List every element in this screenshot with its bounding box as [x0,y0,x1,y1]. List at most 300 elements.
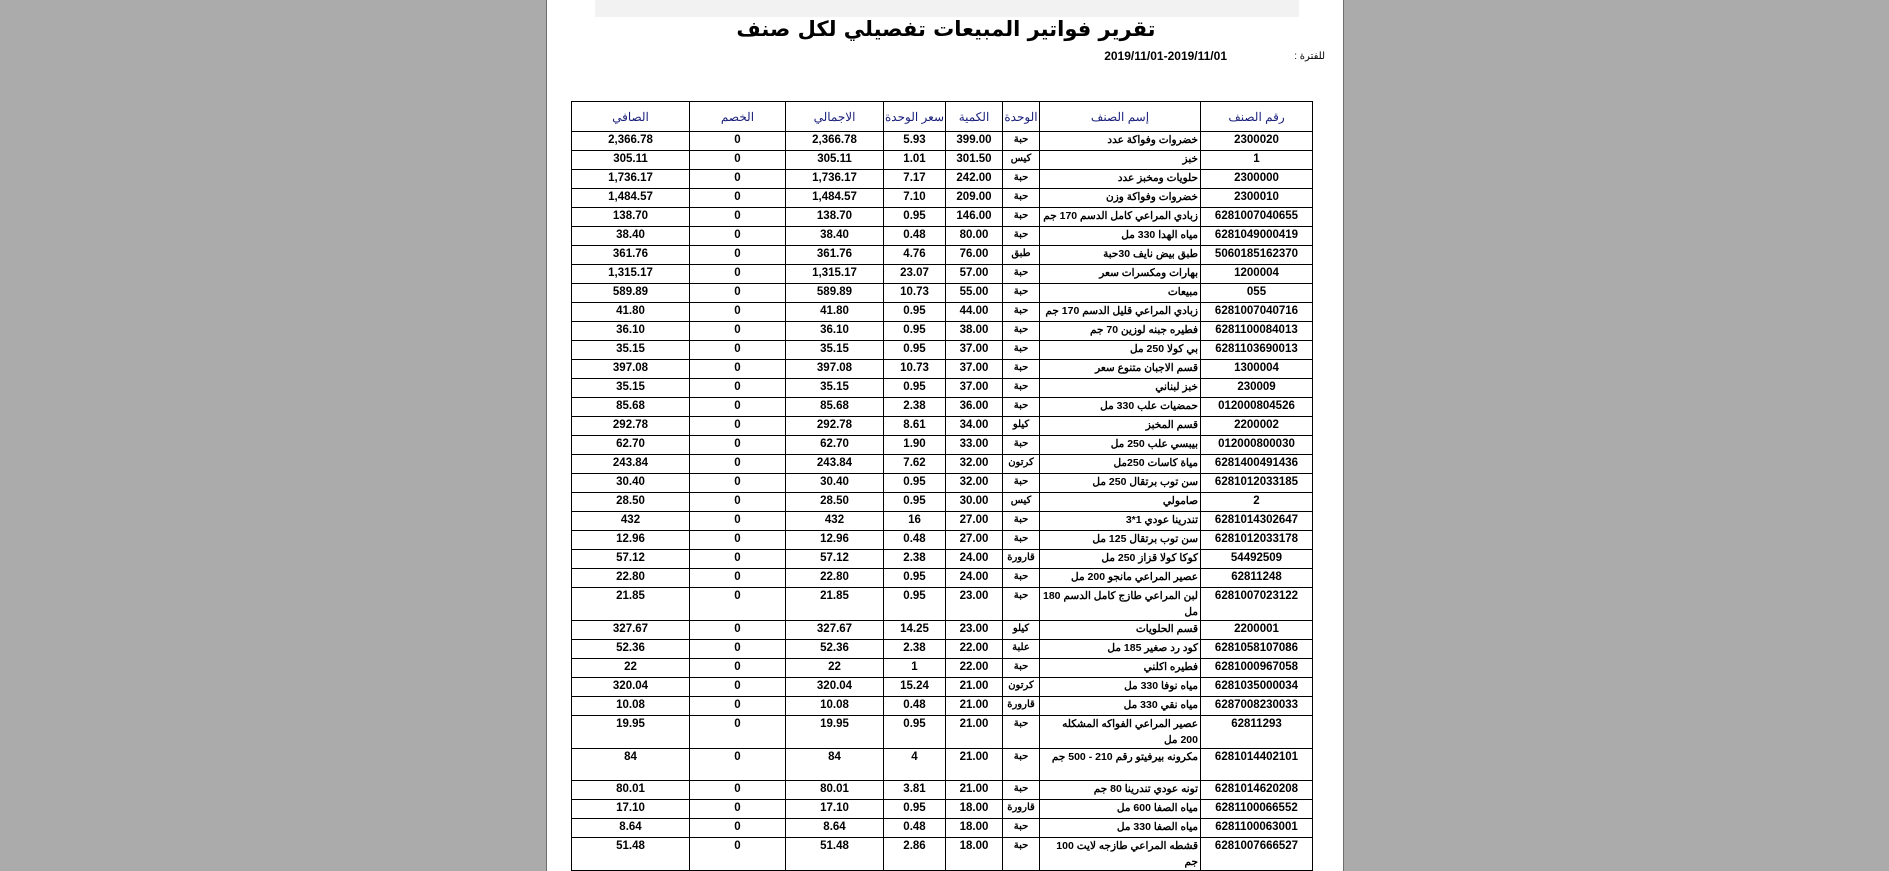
cell-unit: كيلو [1003,621,1040,640]
cell-net: 35.15 [572,341,690,360]
cell-discount: 0 [690,455,786,474]
table-row [572,189,1313,208]
cell-qty: 24.00 [946,550,1003,569]
table-row [572,659,1313,678]
cell-qty: 37.00 [946,360,1003,379]
cell-net: 52.36 [572,640,690,659]
page-header-strip [595,0,1299,17]
table-row [572,436,1313,455]
cell-net: 10.08 [572,697,690,716]
table-row [572,512,1313,531]
cell-qty: 21.00 [946,749,1003,781]
table-row [572,265,1313,284]
cell-total: 138.70 [786,208,884,227]
cell-code: 1300004 [1201,360,1313,379]
cell-unit: حبة [1003,838,1040,871]
cell-qty: 23.00 [946,588,1003,621]
cell-price: 0.95 [884,569,946,588]
cell-qty: 27.00 [946,531,1003,550]
cell-total: 432 [786,512,884,531]
cell-qty: 30.00 [946,493,1003,512]
cell-code: 6281007023122 [1201,588,1313,621]
cell-unit: حبة [1003,398,1040,417]
cell-code: 6281400491436 [1201,455,1313,474]
cell-discount: 0 [690,588,786,621]
cell-qty: 21.00 [946,716,1003,749]
table-row [572,455,1313,474]
cell-name: حلويات ومخبز عدد [1040,170,1201,189]
table-row [572,640,1313,659]
cell-code: 6281058107086 [1201,640,1313,659]
cell-net: 22 [572,659,690,678]
cell-price: 2.38 [884,640,946,659]
cell-discount: 0 [690,436,786,455]
cell-unit: حبة [1003,819,1040,838]
cell-qty: 32.00 [946,455,1003,474]
cell-name: قسم الاجبان متنوع سعر [1040,360,1201,379]
cell-unit: حبة [1003,716,1040,749]
cell-total: 1,315.17 [786,265,884,284]
cell-name: زبادي المراعي كامل الدسم 170 جم [1040,208,1201,227]
cell-price: 1.01 [884,151,946,170]
cell-net: 41.80 [572,303,690,322]
cell-net: 1,315.17 [572,265,690,284]
cell-price: 4.76 [884,246,946,265]
cell-name: صامولي [1040,493,1201,512]
cell-code: 6281035000034 [1201,678,1313,697]
column-header-price: سعر الوحدة [884,102,946,132]
cell-price: 0.95 [884,716,946,749]
cell-unit: حبة [1003,749,1040,781]
cell-total: 2,366.78 [786,132,884,151]
table-row [572,678,1313,697]
cell-net: 361.76 [572,246,690,265]
cell-price: 0.95 [884,208,946,227]
cell-total: 589.89 [786,284,884,303]
cell-name: مياه نقي 330 مل [1040,697,1201,716]
cell-total: 21.85 [786,588,884,621]
cell-unit: قارورة [1003,697,1040,716]
cell-qty: 22.00 [946,659,1003,678]
cell-price: 0.95 [884,322,946,341]
cell-code: 2300020 [1201,132,1313,151]
period-label: للفترة : [1294,51,1325,62]
table-row [572,588,1313,621]
cell-total: 30.40 [786,474,884,493]
cell-code: 012000800030 [1201,436,1313,455]
cell-unit: حبة [1003,588,1040,621]
cell-total: 1,484.57 [786,189,884,208]
table-row [572,322,1313,341]
cell-net: 1,736.17 [572,170,690,189]
cell-name: خضروات وفواكة وزن [1040,189,1201,208]
cell-qty: 55.00 [946,284,1003,303]
table-row [572,819,1313,838]
cell-price: 0.95 [884,588,946,621]
cell-total: 8.64 [786,819,884,838]
cell-net: 432 [572,512,690,531]
table-row [572,716,1313,749]
cell-qty: 76.00 [946,246,1003,265]
cell-net: 51.48 [572,838,690,871]
cell-price: 0.48 [884,531,946,550]
cell-total: 320.04 [786,678,884,697]
table-row [572,838,1313,871]
cell-code: 012000804526 [1201,398,1313,417]
cell-total: 84 [786,749,884,781]
cell-discount: 0 [690,640,786,659]
table-row [572,800,1313,819]
cell-total: 28.50 [786,493,884,512]
cell-code: 6281103690013 [1201,341,1313,360]
cell-qty: 44.00 [946,303,1003,322]
cell-code: 2200001 [1201,621,1313,640]
cell-unit: كرتون [1003,678,1040,697]
cell-discount: 0 [690,800,786,819]
cell-qty: 37.00 [946,379,1003,398]
cell-unit: حبة [1003,189,1040,208]
cell-price: 3.81 [884,781,946,800]
table-row [572,246,1313,265]
cell-discount: 0 [690,493,786,512]
cell-discount: 0 [690,512,786,531]
cell-price: 0.95 [884,800,946,819]
cell-qty: 32.00 [946,474,1003,493]
cell-discount: 0 [690,151,786,170]
column-header-code: رقم الصنف [1201,102,1313,132]
cell-discount: 0 [690,550,786,569]
cell-name: خضروات وفواكة عدد [1040,132,1201,151]
cell-discount: 0 [690,360,786,379]
cell-unit: حبة [1003,303,1040,322]
table-row [572,284,1313,303]
cell-name: سن توب برتقال 125 مل [1040,531,1201,550]
cell-qty: 18.00 [946,838,1003,871]
table-row [572,132,1313,151]
table-row [572,781,1313,800]
cell-total: 57.12 [786,550,884,569]
cell-total: 80.01 [786,781,884,800]
cell-total: 85.68 [786,398,884,417]
cell-unit: كيس [1003,151,1040,170]
table-row [572,379,1313,398]
cell-code: 54492509 [1201,550,1313,569]
cell-unit: حبة [1003,436,1040,455]
cell-net: 57.12 [572,550,690,569]
cell-net: 589.89 [572,284,690,303]
cell-price: 2.86 [884,838,946,871]
cell-unit: كيس [1003,493,1040,512]
cell-total: 35.15 [786,379,884,398]
cell-net: 38.40 [572,227,690,246]
cell-price: 2.38 [884,550,946,569]
cell-total: 17.10 [786,800,884,819]
cell-net: 8.64 [572,819,690,838]
table-row [572,360,1313,379]
table-row [572,697,1313,716]
cell-unit: علبة [1003,640,1040,659]
cell-qty: 146.00 [946,208,1003,227]
cell-name: مياه نوفا 330 مل [1040,678,1201,697]
cell-qty: 18.00 [946,800,1003,819]
cell-net: 292.78 [572,417,690,436]
cell-code: 6281007666527 [1201,838,1313,871]
cell-net: 30.40 [572,474,690,493]
cell-total: 19.95 [786,716,884,749]
items-table [571,101,1313,871]
cell-total: 38.40 [786,227,884,246]
cell-qty: 301.50 [946,151,1003,170]
cell-net: 80.01 [572,781,690,800]
cell-discount: 0 [690,819,786,838]
cell-discount: 0 [690,838,786,871]
cell-name: مياة كاسات 250مل [1040,455,1201,474]
cell-name: حمضيات علب 330 مل [1040,398,1201,417]
cell-name: لبن المراعي طازج كامل الدسم 180 مل [1040,588,1201,621]
cell-discount: 0 [690,398,786,417]
cell-price: 15.24 [884,678,946,697]
cell-unit: حبة [1003,531,1040,550]
cell-discount: 0 [690,303,786,322]
period-value: 2019/11/01-2019/11/01 [1104,49,1227,63]
cell-total: 12.96 [786,531,884,550]
cell-qty: 24.00 [946,569,1003,588]
cell-total: 361.76 [786,246,884,265]
cell-total: 305.11 [786,151,884,170]
table-row [572,417,1313,436]
cell-qty: 21.00 [946,678,1003,697]
cell-discount: 0 [690,246,786,265]
cell-name: زبادي المراعي قليل الدسم 170 جم [1040,303,1201,322]
cell-name: عصير المراعي الفواكه المشكله 200 مل [1040,716,1201,749]
cell-net: 28.50 [572,493,690,512]
cell-name: مبيعات [1040,284,1201,303]
cell-name: قسم الحلويات [1040,621,1201,640]
cell-discount: 0 [690,132,786,151]
cell-name: مياه الصفا 600 مل [1040,800,1201,819]
cell-unit: حبة [1003,360,1040,379]
cell-code: 6281100084013 [1201,322,1313,341]
cell-name: كود رد صغير 185 مل [1040,640,1201,659]
cell-unit: حبة [1003,322,1040,341]
cell-discount: 0 [690,697,786,716]
cell-price: 0.95 [884,474,946,493]
cell-total: 397.08 [786,360,884,379]
cell-unit: حبة [1003,474,1040,493]
cell-unit: كرتون [1003,455,1040,474]
cell-name: بي كولا 250 مل [1040,341,1201,360]
cell-net: 320.04 [572,678,690,697]
table-row [572,474,1313,493]
cell-code: 055 [1201,284,1313,303]
cell-price: 1.90 [884,436,946,455]
table-body [572,132,1313,871]
report-page [546,0,1344,871]
cell-net: 305.11 [572,151,690,170]
cell-price: 7.10 [884,189,946,208]
cell-total: 10.08 [786,697,884,716]
cell-name: بيبسي علب 250 مل [1040,436,1201,455]
cell-unit: حبة [1003,659,1040,678]
cell-discount: 0 [690,678,786,697]
cell-price: 16 [884,512,946,531]
cell-unit: حبة [1003,781,1040,800]
cell-qty: 80.00 [946,227,1003,246]
cell-total: 51.48 [786,838,884,871]
table-row [572,493,1313,512]
cell-name: خبز لبناني [1040,379,1201,398]
cell-name: كوكا كولا قزاز 250 مل [1040,550,1201,569]
cell-discount: 0 [690,716,786,749]
cell-name: خبز [1040,151,1201,170]
cell-unit: حبة [1003,227,1040,246]
cell-price: 5.93 [884,132,946,151]
cell-name: مياه الصفا 330 مل [1040,819,1201,838]
cell-code: 6281000967058 [1201,659,1313,678]
column-header-total: الاجمالي [786,102,884,132]
column-header-unit: الوحدة [1003,102,1040,132]
cell-unit: حبة [1003,208,1040,227]
cell-qty: 242.00 [946,170,1003,189]
cell-price: 4 [884,749,946,781]
table-row [572,208,1313,227]
cell-unit: حبة [1003,341,1040,360]
cell-qty: 21.00 [946,697,1003,716]
cell-qty: 21.00 [946,781,1003,800]
cell-total: 62.70 [786,436,884,455]
cell-qty: 36.00 [946,398,1003,417]
cell-price: 10.73 [884,284,946,303]
cell-code: 6281014402101 [1201,749,1313,781]
cell-unit: طبق [1003,246,1040,265]
cell-name: قشطه المراعي طازجه لايت 100 جم [1040,838,1201,871]
cell-price: 0.48 [884,697,946,716]
cell-net: 327.67 [572,621,690,640]
cell-code: 6287008230033 [1201,697,1313,716]
cell-total: 22 [786,659,884,678]
cell-name: طبق بيض نايف 30حبة [1040,246,1201,265]
cell-net: 84 [572,749,690,781]
cell-discount: 0 [690,749,786,781]
table-row [572,569,1313,588]
cell-unit: قارورة [1003,800,1040,819]
cell-discount: 0 [690,659,786,678]
column-header-qty: الكمية [946,102,1003,132]
cell-code: 2 [1201,493,1313,512]
cell-unit: حبة [1003,379,1040,398]
cell-price: 0.95 [884,493,946,512]
cell-price: 14.25 [884,621,946,640]
cell-price: 10.73 [884,360,946,379]
cell-name: فطيره جبنه لوزين 70 جم [1040,322,1201,341]
cell-code: 6281014302647 [1201,512,1313,531]
cell-unit: قارورة [1003,550,1040,569]
cell-name: قسم المخبز [1040,417,1201,436]
column-header-discount: الخصم [690,102,786,132]
cell-unit: حبة [1003,512,1040,531]
column-header-name: إسم الصنف [1040,102,1201,132]
cell-price: 1 [884,659,946,678]
cell-name: مكرونه بيرفيتو رقم 210 - 500 جم [1040,749,1201,781]
cell-net: 35.15 [572,379,690,398]
cell-total: 327.67 [786,621,884,640]
cell-net: 22.80 [572,569,690,588]
cell-unit: حبة [1003,170,1040,189]
cell-code: 6281049000419 [1201,227,1313,246]
cell-price: 0.95 [884,379,946,398]
cell-price: 2.38 [884,398,946,417]
table-row [572,531,1313,550]
cell-code: 6281100063001 [1201,819,1313,838]
cell-discount: 0 [690,322,786,341]
cell-net: 2,366.78 [572,132,690,151]
cell-unit: حبة [1003,265,1040,284]
cell-price: 8.61 [884,417,946,436]
cell-price: 23.07 [884,265,946,284]
cell-qty: 22.00 [946,640,1003,659]
cell-discount: 0 [690,379,786,398]
cell-code: 2300000 [1201,170,1313,189]
cell-net: 17.10 [572,800,690,819]
table-row [572,398,1313,417]
cell-code: 6281012033178 [1201,531,1313,550]
cell-net: 138.70 [572,208,690,227]
cell-net: 19.95 [572,716,690,749]
cell-total: 243.84 [786,455,884,474]
table-row [572,227,1313,246]
cell-net: 1,484.57 [572,189,690,208]
cell-net: 397.08 [572,360,690,379]
cell-code: 2300010 [1201,189,1313,208]
cell-qty: 37.00 [946,341,1003,360]
cell-qty: 27.00 [946,512,1003,531]
table-row [572,303,1313,322]
cell-total: 52.36 [786,640,884,659]
cell-total: 35.15 [786,341,884,360]
cell-qty: 34.00 [946,417,1003,436]
cell-qty: 38.00 [946,322,1003,341]
cell-net: 21.85 [572,588,690,621]
cell-name: سن توب برتقال 250 مل [1040,474,1201,493]
cell-qty: 33.00 [946,436,1003,455]
cell-qty: 18.00 [946,819,1003,838]
cell-qty: 209.00 [946,189,1003,208]
cell-name: عصير المراعي مانجو 200 مل [1040,569,1201,588]
table-row [572,170,1313,189]
cell-discount: 0 [690,474,786,493]
cell-net: 62.70 [572,436,690,455]
cell-unit: حبة [1003,132,1040,151]
cell-name: بهارات ومكسرات سعر [1040,265,1201,284]
cell-code: 1 [1201,151,1313,170]
cell-code: 6281100066552 [1201,800,1313,819]
cell-discount: 0 [690,417,786,436]
cell-net: 12.96 [572,531,690,550]
cell-code: 5060185162370 [1201,246,1313,265]
cell-discount: 0 [690,781,786,800]
cell-unit: حبة [1003,569,1040,588]
cell-name: مياه الهدا 330 مل [1040,227,1201,246]
cell-total: 41.80 [786,303,884,322]
cell-name: تندرينا عودي 1*3 [1040,512,1201,531]
cell-price: 0.95 [884,341,946,360]
cell-discount: 0 [690,208,786,227]
table-row [572,341,1313,360]
cell-qty: 23.00 [946,621,1003,640]
cell-code: 6281007040655 [1201,208,1313,227]
table-header-row [572,102,1313,132]
column-header-net: الصافي [572,102,690,132]
